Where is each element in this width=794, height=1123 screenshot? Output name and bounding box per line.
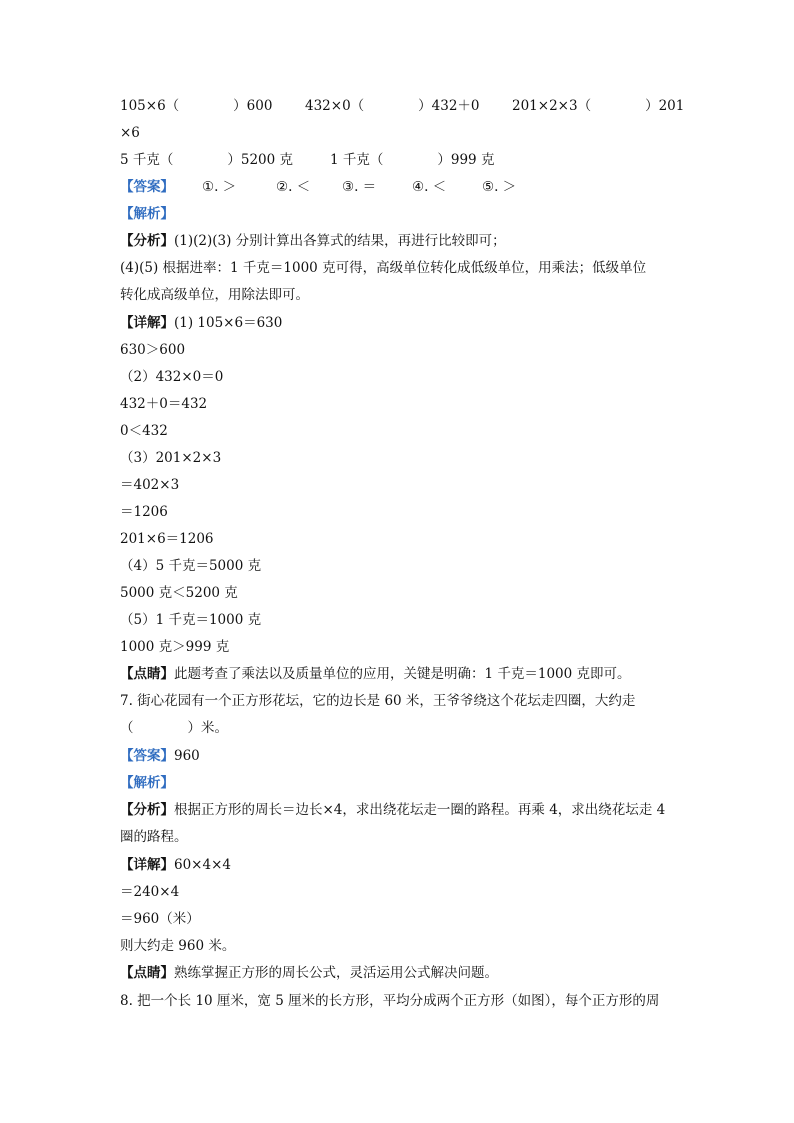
q6-xiangjie-line [120, 313, 684, 333]
calc-line: ＝1206 [120, 504, 168, 520]
xiangjie-text: 60×4×4 [174, 857, 231, 873]
q7-question-line-2: （ ）米。 [120, 720, 228, 736]
calc-line: 0＜432 [120, 423, 168, 439]
answer-item: ③. ＝ [342, 179, 377, 195]
q6-item-b: 432×0（ ）432＋0 [305, 98, 480, 114]
calc-line: 则大约走 960 米。 [120, 938, 236, 954]
calc-line: （4）5 千克＝5000 克 [120, 558, 262, 574]
dianjing-text: 熟练掌握正方形的周长公式，灵活运用公式解决问题。 [174, 965, 498, 981]
xiangjie-text: (1) 105×6＝630 [174, 315, 283, 331]
q6-fenxi-line-3: 转化成高级单位，用除法即可。 [120, 287, 309, 303]
calc-line: 5000 克＜5200 克 [120, 585, 238, 601]
dianjing-tag: 【点睛】 [120, 666, 174, 682]
q6-item-e: 1 千克（ ）999 克 [330, 152, 495, 168]
q7-xiangjie-line [120, 855, 684, 875]
answer-item: ②. ＜ [276, 179, 311, 195]
q6-fenxi-line-2: (4)(5) 根据进率：1 千克＝1000 克可得，高级单位转化成低级单位，用乘法；低级单位 [120, 260, 647, 276]
q6-compare-row-1-wrap: ×6 [120, 125, 140, 141]
calc-line: 201×6＝1206 [120, 531, 214, 547]
answer-item: ⑤. ＞ [482, 179, 517, 195]
q7-answer-value: 960 [174, 748, 200, 764]
q7-dianjing-line [120, 963, 684, 983]
analysis-tag: 【解析】 [120, 775, 174, 791]
answer-tag: 【答案】 [120, 748, 174, 764]
q6-item-c: 201×2×3（ ）201 [512, 98, 685, 114]
q6-fenxi-line-1 [120, 231, 684, 251]
q6-item-a: 105×6（ ）600 [120, 98, 273, 114]
q6-item-d: 5 千克（ ）5200 克 [120, 152, 294, 168]
calc-line: ＝240×4 [120, 884, 180, 900]
calc-line: （3）201×2×3 [120, 450, 222, 466]
q7-answer-line [120, 746, 684, 766]
fenxi-tag: 【分析】 [120, 233, 174, 249]
dianjing-tag: 【点睛】 [120, 965, 174, 981]
analysis-tag: 【解析】 [120, 206, 174, 222]
q6-dianjing-line [120, 664, 684, 684]
calc-line: 432＋0＝432 [120, 396, 208, 412]
dianjing-text: 此题考查了乘法以及质量单位的应用，关键是明确：1 千克＝1000 克即可。 [174, 666, 631, 682]
calc-line: 1000 克＞999 克 [120, 639, 230, 655]
fenxi-text: (1)(2)(3) 分别计算出各算式的结果，再进行比较即可； [174, 233, 506, 249]
fenxi-text: 根据正方形的周长＝边长×4，求出绕花坛走一圈的路程。再乘 4，求出绕花坛走 4 [174, 802, 666, 818]
q7-fenxi-line-2: 圈的路程。 [120, 829, 188, 845]
xiangjie-tag: 【详解】 [120, 315, 174, 331]
q7-fenxi-line-1 [120, 800, 684, 820]
answer-tag: 【答案】 [120, 179, 174, 195]
calc-line: ＝960（米） [120, 911, 200, 927]
q7-question-line-1: 7. 街心花园有一个正方形花坛，它的边长是 60 米，王爷爷绕这个花坛走四圈，大约走 [120, 693, 636, 709]
calc-line: （5）1 千克＝1000 克 [120, 612, 262, 628]
calc-line: （2）432×0＝0 [120, 369, 224, 385]
answer-item: ①. ＞ [202, 179, 237, 195]
answer-item: ④. ＜ [412, 179, 447, 195]
xiangjie-tag: 【详解】 [120, 857, 174, 873]
q8-question-line-1: 8. 把一个长 10 厘米，宽 5 厘米的长方形，平均分成两个正方形（如图），每个正方形的周 [120, 993, 660, 1009]
calc-line: 630＞600 [120, 342, 186, 358]
fenxi-tag: 【分析】 [120, 802, 174, 818]
calc-line: ＝402×3 [120, 477, 180, 493]
